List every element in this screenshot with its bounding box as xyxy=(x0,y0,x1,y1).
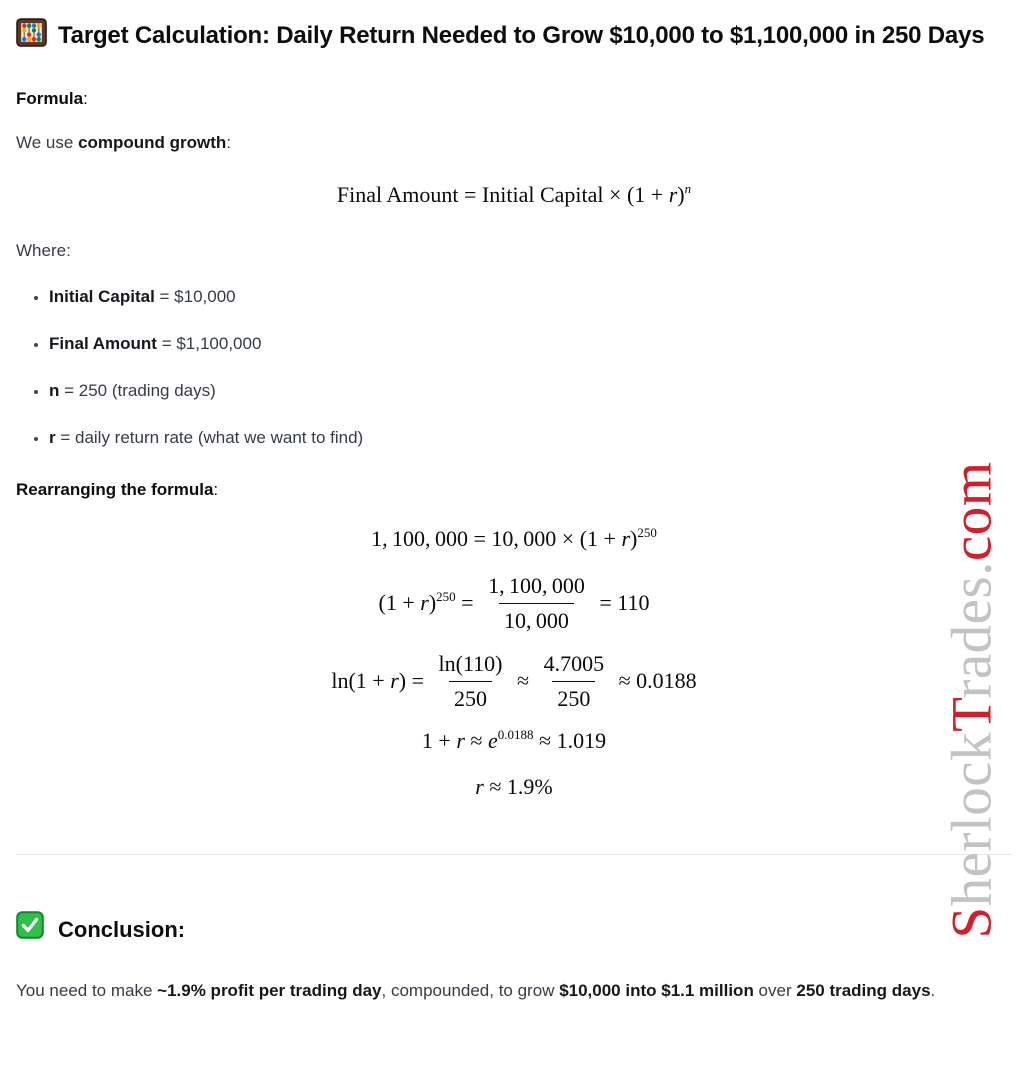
fraction: $\frac{\ln(110)}{250}$ xyxy=(438,650,503,711)
formula-heading-bold: Formula xyxy=(16,89,84,108)
where-list xyxy=(16,283,1012,452)
formula-intro: We use compound growth: xyxy=(16,133,232,152)
fraction: $\frac{4.7005}{250}$ xyxy=(543,650,605,711)
conclusion-heading-text: Conclusion: xyxy=(58,917,186,942)
list-item: • r = daily return rate (what we want to find) xyxy=(49,424,1012,452)
equation-2: $(1 + r)^{250}$ = $\frac{1, 100, 000}{10, 000}$ = 110 xyxy=(378,572,650,633)
equation-3: ln(1 + r) = $\frac{\ln(110)}{250}$ ≈ $\frac{4.7005}{250}$ ≈ 0.0188 xyxy=(331,650,697,711)
compound-growth-equation: Final Amount = Initial Capital × $(1 + r)^n$ xyxy=(336,181,692,207)
where-heading: Where: xyxy=(16,241,71,260)
conclusion-heading xyxy=(16,911,1012,949)
sherlocktrades-watermark: SherlockTrades.com xyxy=(940,461,1004,939)
rearrange-heading: Rearranging the formula: xyxy=(16,480,219,499)
compound-growth-bold: compound growth xyxy=(78,133,227,152)
abacus-icon xyxy=(16,17,47,61)
list-item: • Initial Capital = $10,000 xyxy=(49,283,1012,311)
section-divider xyxy=(16,854,1012,855)
rearrange-equations xyxy=(16,522,1012,802)
equation-4: 1 + r ≈ $e^{0.0188}$ ≈ 1.019 xyxy=(421,727,607,753)
equation-5: r ≈ 1.9% xyxy=(475,774,553,799)
check-mark-icon xyxy=(16,911,44,949)
page-title xyxy=(16,16,1012,61)
list-item: • Final Amount = $1,100,000 xyxy=(49,330,1012,358)
formula-heading: Formula: xyxy=(16,89,88,108)
equation-1: 1, 100, 000 = 10, 000 × $(1 + r)^{250}$ xyxy=(371,525,657,551)
conclusion-paragraph: You need to make ~1.9% profit per trading day, compounded, to grow $10,000 into $1.1 million over 250 trading days. xyxy=(16,981,936,1000)
fraction: $\frac{1, 100, 000}{10, 000}$ xyxy=(488,572,585,633)
list-item: • n = 250 (trading days) xyxy=(49,377,1012,405)
page-title-text: Target Calculation: Daily Return Needed to Grow $10,000 to $1,100,000 in 250 Days xyxy=(58,22,985,49)
